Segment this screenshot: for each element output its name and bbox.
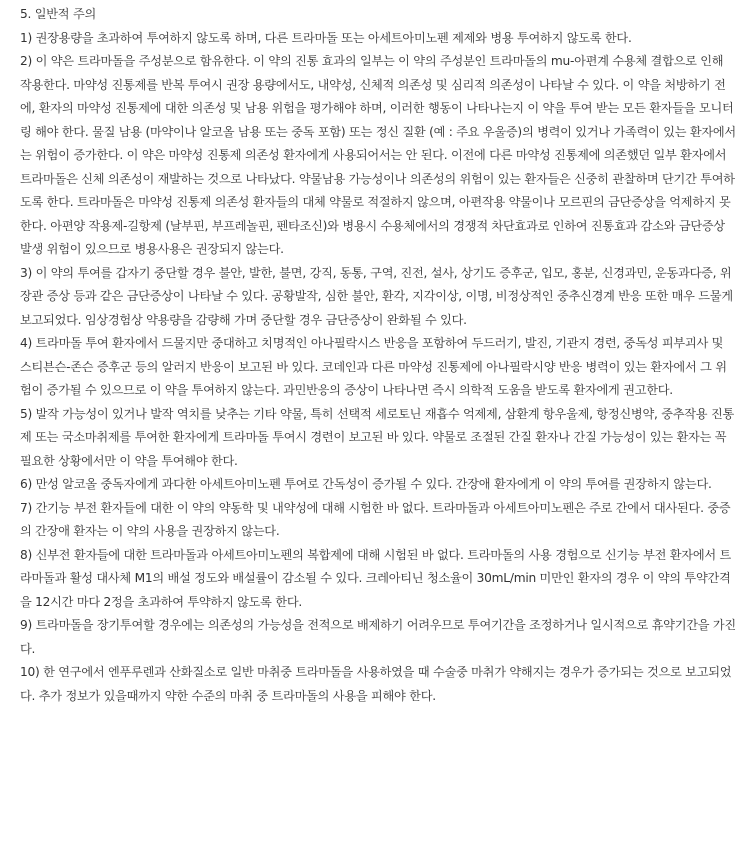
precaution-item-3: 3) 이 약의 투여를 갑자기 중단할 경우 불안, 발한, 불면, 강직, 동통, 구역, 진전, 설사, 상기도 증후군, 입모, 홍분, 신경과민, 운동과다증, 위장관 증상 등과 같은 금단증상이 나타날 수 있다. 공황발작, 심한 불안, 환각, 지각이상, 이명, 비정상적인 중추신경계 반응 또한 매우 드물게 보고되었다. 임상경험상 약용량을 감량해 가며 중단할 경우 금단증상이 완화될 수 있다.: [20, 265, 733, 327]
precaution-item-5: 5) 발작 가능성이 있거나 발작 역치를 낮추는 기타 약물, 특히 선택적 세로토닌 재흡수 억제제, 삼환계 항우울제, 항정신병약, 중추작용 진통제 또는 국소마취제를 투여한 환자에게 트라마돌 투여시 경련이 보고된 바 있다. 약물로 조절된 간질 환자나 간질 가능성이 있는 환자는 꼭 필요한 상황에서만 이 약을 투여해야 한다.: [20, 406, 734, 468]
precaution-item-10: 10) 한 연구에서 엔푸루렌과 산화질소로 일반 마취중 트라마돌을 사용하였을 때 수술중 마취가 약해지는 경우가 증가되는 것으로 보고되었다. 추가 정보가 있을때까지 약한 수준의 마취 중 트라마돌의 사용을 피해야 한다.: [20, 665, 732, 703]
precaution-item-7: 7) 간기능 부전 환자들에 대한 이 약의 약동학 및 내약성에 대해 시험한 바 없다. 트라마돌과 아세트아미노펜은 주로 간에서 대사된다. 중증의 간장애 환자는 이 약의 사용을 권장하지 않는다.: [20, 500, 731, 538]
precaution-item-2: 2) 이 약은 트라마돌을 주성분으로 함유한다. 이 약의 진통 효과의 일부는 이 약의 주성분인 트라마돌의 mu-아편계 수용체 결합으로 인해 작용한다. 마약성 진통제를 반복 투여시 권장 용량에서도, 내약성, 신체적 의존성 및 심리적 의존성이 나타날 수 있다. 이 약을 처방하기 전에, 환자의 마약성 진통제에 대한 의존성 및 남용 위험을 평가해야 하며, 이러한 행동이 나타나는지 이 약을 투여 받는 모든 환자들을 모니터링 해야 한다. 물질 남용 (마약이나 알코올 남용 또는 중독 포함) 또는 정신 질환 (예 : 주요 우울증)의 병력이 있거나 가족력이 있는 환자에서는 위험이 증가한다. 이 약은 마약성 진통제 의존성 환자에게 사용되어서는 안 된다. 이전에 다른 마약성 진통제에 의존했던 일부 환자에서 트라마돌은 신체 의존성이 재발하는 것으로 나타났다. 약물남용 가능성이나 의존성의 위험이 있는 환자들은 신중히 관찰하며 단기간 투여하도록 한다. 트라마돌은 마약성 진통제 의존성 환자들의 대체 약물로 적절하지 않으며, 아편작용 약물이나 모르핀의 금단증상을 억제하지 못한다. 아편양 작용제-길항제 (날부핀, 부프레놀핀, 펜타조신)와 병용시 수용체에서의 경쟁적 차단효과로 인하여 진통효과 감소와 금단증상 발생 위험이 있으므로 병용사용은 권장되지 않는다.: [20, 54, 736, 256]
section-title: 5. 일반적 주의: [20, 7, 96, 21]
precaution-item-9: 9) 트라마돌을 장기투여할 경우에는 의존성의 가능성을 전적으로 배제하기 어려우므로 투여기간을 조정하거나 일시적으로 휴약기간을 가진다.: [20, 618, 736, 656]
precaution-item-6: 6) 만성 알코올 중독자에게 과다한 아세트아미노펜 투여로 간독성이 증가될 수 있다. 간장애 환자에게 이 약의 투여를 권장하지 않는다.: [20, 477, 712, 491]
precaution-item-8: 8) 신부전 환자들에 대한 트라마돌과 아세트아미노펜의 복합제에 대해 시험된 바 없다. 트라마돌의 사용 경험으로 신기능 부전 환자에서 트라마돌과 활성 대사체 M1의 배설 정도와 배설률이 감소될 수 있다. 크레아티닌 청소율이 30mL/min 미만인 환자의 경우 이 약의 투약간격을 12시간 마다 2정을 초과하여 투약하지 않도록 한다.: [20, 547, 732, 609]
precaution-item-4: 4) 트라마돌 투여 환자에서 드물지만 중대하고 치명적인 아나필락시스 반응을 포함하여 두드러기, 발진, 기관지 경련, 중독성 피부괴사 및 스티븐슨-존슨 증후군 등의 알러지 반응이 보고된 바 있다. 코데인과 다른 마약성 진통제에 아나필락시양 반응 병력이 있는 환자에서 그 위험이 증가될 수 있으므로 이 약을 투여하지 않는다. 과민반응의 증상이 나타나면 즉시 의학적 도움을 받도록 환자에게 권고한다.: [20, 336, 727, 397]
precaution-item-1: 1) 권장용량을 초과하여 투여하지 않도록 하며, 다른 트라마돌 또는 아세트아미노펜 제제와 병용 투여하지 않도록 한다.: [20, 30, 632, 45]
